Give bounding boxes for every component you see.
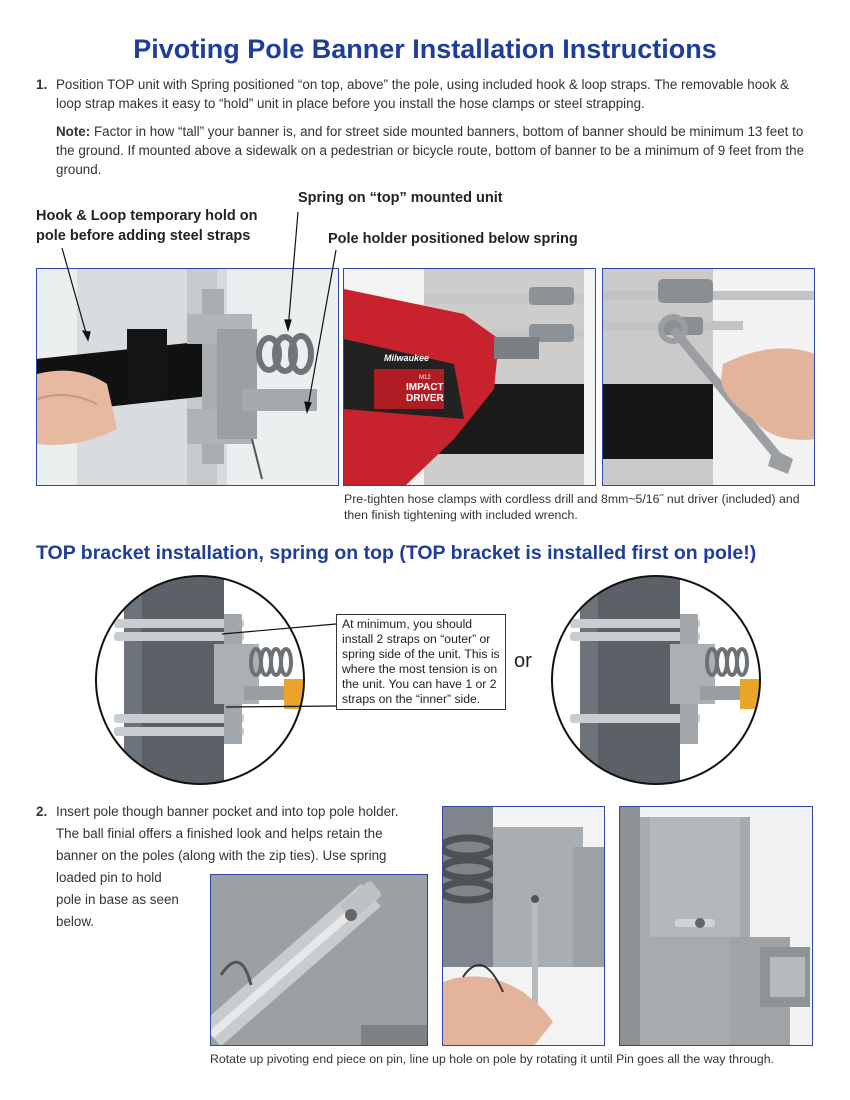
callout-hook-loop: Hook & Loop temporary hold on pole before adding steel straps bbox=[36, 208, 258, 244]
step-1-text: Position TOP unit with Spring positioned “on top, above” the pole, using included hook & loop straps. The removable hook & loop strap makes it easy to “hold” unit in place before you install the hose clamps or steel strapping. bbox=[56, 77, 789, 111]
photo-wrench-tightening bbox=[602, 268, 815, 486]
drill-label-1: M12 bbox=[419, 375, 431, 381]
caption-hose-clamps: Pre-tighten hose clamps with cordless drill and 8mm~5/16˝ nut driver (included) and then finish tightening with included wrench. bbox=[344, 492, 800, 522]
callout-spring-top: Spring on “top” mounted unit bbox=[298, 190, 503, 206]
step-2-line-4: loaded pin to hold bbox=[56, 870, 162, 885]
drill-brand-text: Milwaukee bbox=[384, 353, 430, 363]
or-label: or bbox=[514, 650, 532, 672]
callout-pole-holder: Pole holder positioned below spring bbox=[328, 231, 578, 247]
section-heading-top-bracket: TOP bracket installation, spring on top (TOP bracket is installed first on pole!) bbox=[36, 542, 757, 564]
step-number: 1. bbox=[36, 77, 48, 92]
photo-base-pin bbox=[619, 806, 813, 1046]
straps-info-box: At minimum, you should install 2 straps on “outer” or spring side of the unit. This is where the most tension is on the unit. You can have 1 or 2 straps on the “inner” side. bbox=[336, 614, 506, 710]
step-2-line-2: The ball finial offers a finished look and helps retain the bbox=[56, 826, 383, 841]
step-1 bbox=[36, 75, 806, 113]
diagram-circle-right bbox=[550, 574, 762, 786]
step-number: 2. bbox=[36, 804, 48, 819]
step-2-line-3: banner on the poles (along with the zip ties). Use spring bbox=[56, 848, 387, 863]
note-label: Note: bbox=[56, 124, 91, 139]
photo-bracket-hook-loop bbox=[36, 268, 339, 486]
photo-drill-hose-clamp bbox=[343, 268, 596, 486]
step-2-line-5: pole in base as seen bbox=[56, 892, 179, 907]
note-text: Factor in how “tall” your banner is, and for street side mounted banners, bottom of banner should be minimum 13 feet to the ground. If mounted above a sidewalk on a pedestrian or bicycle route, bottom of banner to be a minimum of 9 feet from the ground. bbox=[56, 124, 805, 177]
step-2-line-6: below. bbox=[56, 914, 94, 929]
page-title: Pivoting Pole Banner Installation Instructions bbox=[133, 34, 717, 64]
drill-label-3: DRIVER bbox=[406, 393, 444, 404]
caption-rotate-pin: Rotate up pivoting end piece on pin, line up hole on pole by rotating it until Pin goes all the way through. bbox=[210, 1052, 774, 1066]
drill-label-2: IMPACT bbox=[406, 382, 444, 393]
step-2-line-1: Insert pole though banner pocket and into top pole holder. bbox=[56, 804, 399, 819]
step-1-note bbox=[56, 122, 806, 179]
diagram-circle-left bbox=[94, 574, 306, 786]
photo-hand-pin bbox=[442, 806, 605, 1046]
photo-pin-in-pole bbox=[210, 874, 428, 1046]
